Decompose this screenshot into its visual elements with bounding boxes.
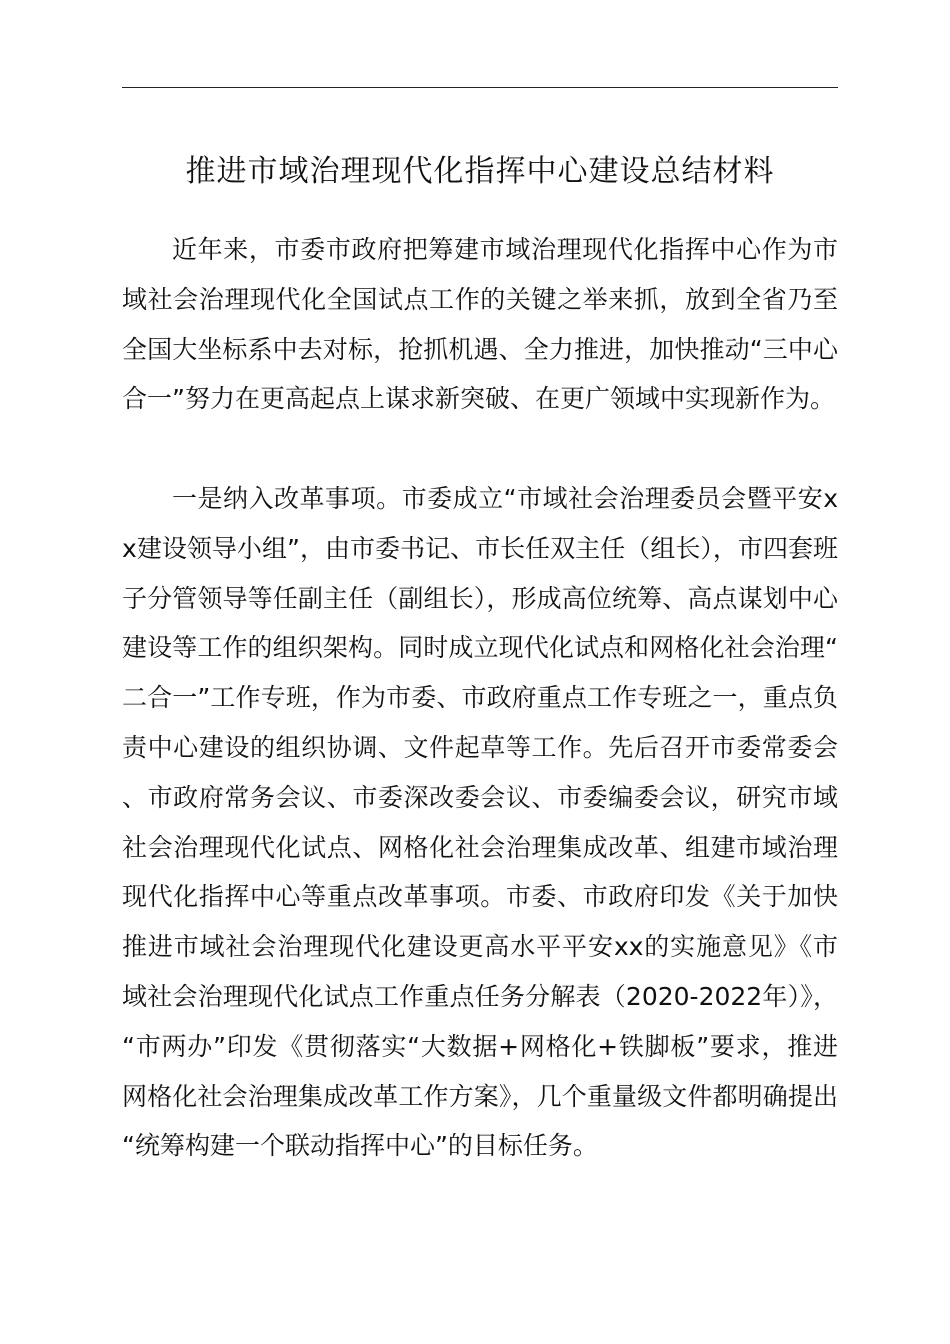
document-title: 推进市域治理现代化指挥中心建设总结材料: [185, 154, 775, 189]
paragraph-intro: 近年来，市委市政府把筹建市域治理现代化指挥中心作为市域社会治理现代化全国试点工作的关键之举来抓，放到全省乃至全国大坐标系中去对标，抢抓机遇、全力推进，加快推动“三中心合一”努力在更高起点上谋求新突破、在更广领域中实现新作为。: [122, 235, 838, 414]
paragraph-reform-items: 一是纳入改革事项。市委成立“市域社会治理委员会暨平安xx建设领导小组”，由市委书记、市长任双主任（组长），市四套班子分管领导等任副主任（副组长），形成高位统筹、高点谋划中心建设等工作的组织架构。同时成立现代化试点和网格化社会治理“二合一”工作专班，作为市委、市政府重点工作专班之一，重点负责中心建设的组织协调、文件起草等工作。先后召开市委常委会、市政府常务会议、市委深改委会议、市委编委会议，研究市域社会治理现代化试点、网格化社会治理集成改革、组建市域治理现代化指挥中心等重点改革事项。市委、市政府印发《关于加快推进市域社会治理现代化建设更高水平平安xx的实施意见》《市域社会治理现代化试点工作重点任务分解表（2020-2022年）》，“市两办”印发《贯彻落实“大数据+网格化+铁脚板”要求，推进网格化社会治理集成改革工作方案》，几个重量级文件都明确提出“统筹构建一个联动指挥中心”的目标任务。: [122, 484, 838, 1161]
header-rule: [122, 87, 838, 88]
